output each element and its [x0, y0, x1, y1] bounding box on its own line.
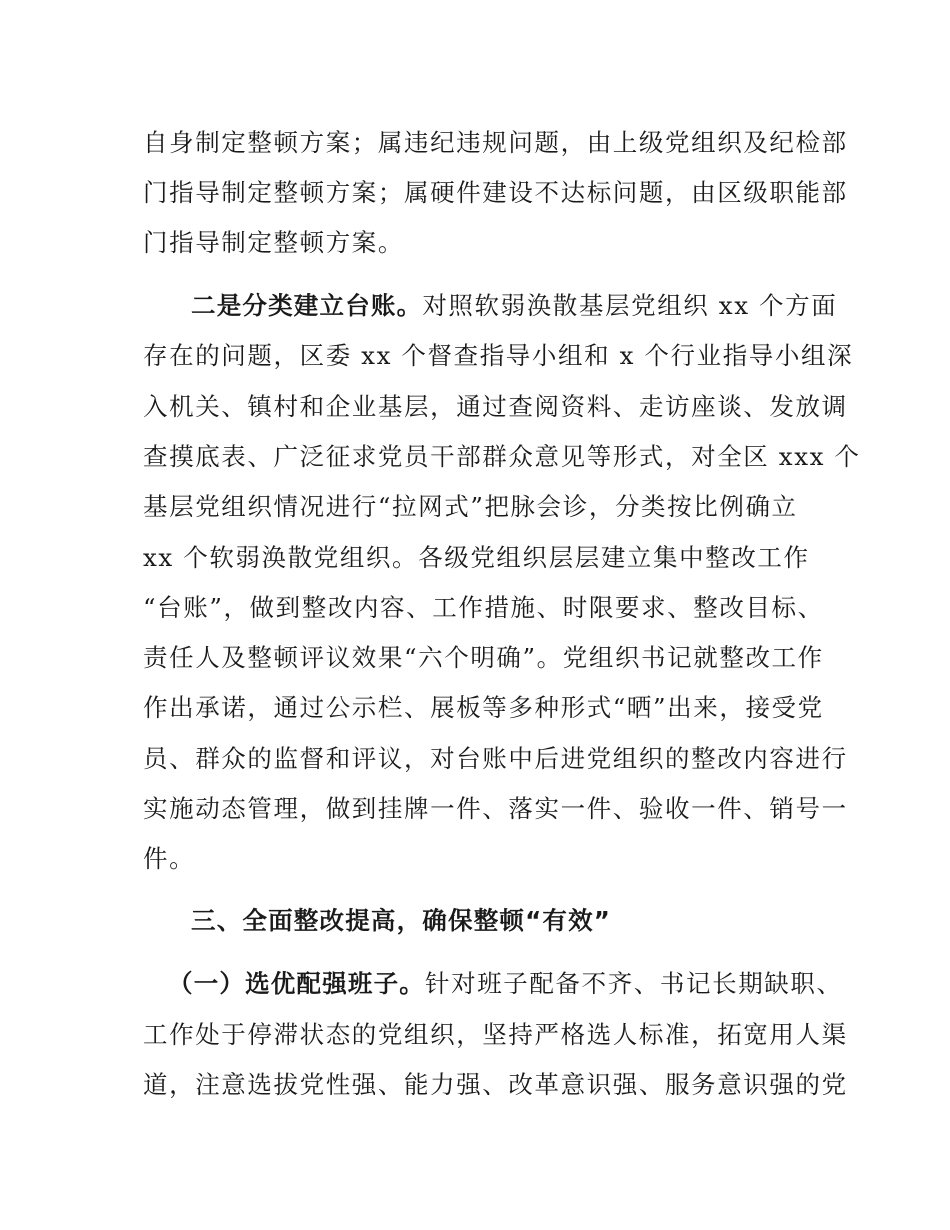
p2-line-3: 入机关、镇村和企业基层，通过查阅资料、走访座谈、发放调 [143, 392, 848, 421]
p2-first-line-rest: 对照软弱涣散基层党组织 xx 个方面 [422, 291, 838, 320]
p2-line-11: 实施动态管理，做到挂牌一件、落实一件、验收一件、销号一 [143, 794, 848, 823]
p2-line-9: 作出承诺，通过公示栏、展板等多种形式“晒”出来，接受党 [143, 693, 824, 722]
p3-line-3: 道，注意选拔党性强、能力强、改革意识强、服务意识强的党 [143, 1070, 848, 1099]
p2-first-line [191, 291, 837, 321]
p2-line-12: 件。 [143, 844, 196, 873]
p2-line-4: 查摸底表、广泛征求党员干部群众意见等形式，对全区 xxx 个 [143, 442, 861, 471]
p2-line-5: 基层党组织情况进行“拉网式”把脉会诊，分类按比例确立 [143, 492, 798, 521]
p1-line-2: 门指导制定整顿方案；属硬件建设不达标问题，由区级职能部 [143, 178, 848, 207]
p3-heading: （一）选优配强班子。 [168, 969, 425, 998]
p2-line-2: 存在的问题，区委 xx 个督查指导小组和 x 个行业指导小组深 [143, 341, 854, 370]
p2-heading: 二是分类建立台账。 [191, 291, 423, 320]
p2-line-10: 员、群众的监督和评议，对台账中后进党组织的整改内容进行 [143, 744, 848, 773]
p2-line-6: xx 个软弱涣散党组织。各级党组织层层建立集中整改工作 [143, 543, 810, 572]
p1-line-1: 自身制定整顿方案；属违纪违规问题，由上级党组织及纪检部 [143, 128, 848, 157]
section3-title: 三、全面整改提高，确保整顿“有效” [191, 906, 612, 935]
p3-line-2: 工作处于停滞状态的党组织，坚持严格选人标准，拓宽用人渠 [143, 1020, 848, 1049]
p2-line-8: 责任人及整顿评议效果“六个明确”。党组织书记就整改工作 [143, 643, 824, 672]
p1-line-3: 门指导制定整顿方案。 [143, 228, 404, 257]
p2-line-7: “台账”，做到整改内容、工作措施、时限要求、整改目标、 [143, 593, 824, 622]
p3-first-line [168, 969, 843, 999]
p3-first-line-rest: 针对班子配备不齐、书记长期缺职、 [425, 969, 843, 998]
